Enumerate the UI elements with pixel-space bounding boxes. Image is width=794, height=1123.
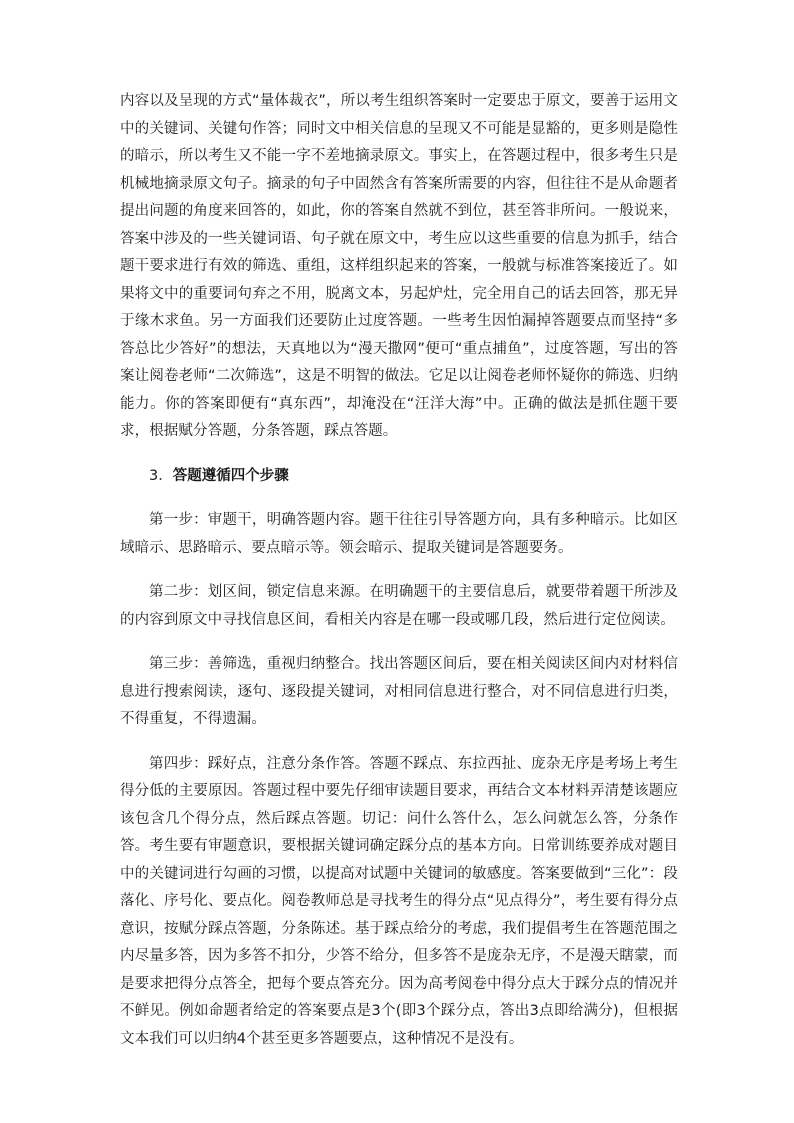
step-3-paragraph: 第三步：善筛选，重视归纳整合。找出答题区间后，要在相关阅读区间内对材料信息进行搜索阅读，逐句、逐段提关键词，对相同信息进行整合，对不同信息进行归类，不得重复，不得遗漏。 [120, 656, 678, 727]
spacer [120, 446, 678, 463]
step-2-paragraph: 第二步：划区间，锁定信息来源。在明确题干的主要信息后，就要带着题干所涉及的内容到原文中寻找信息区间，看相关内容是在哪一段或哪几段，然后进行定位阅读。 [120, 584, 678, 628]
spacer [120, 490, 678, 507]
document-body [120, 88, 678, 1053]
spacer [120, 562, 678, 579]
intro-paragraph: 内容以及呈现的方式“量体裁衣”，所以考生组织答案时一定要忠于原文，要善于运用文中的关键词、关键句作答；同时文中相关信息的呈现又不可能是显豁的，更多则是隐性的暗示，所以考生又不能一字不差地摘录原文。事实上，在答题过程中，很多考生只是机械地摘录原文句子。摘录的句子中固然含有答案所需要的内容，但往往不是从命题者提出问题的角度来回答的，如此，你的答案自然就不到位，甚至答非所问。一般说来，答案中涉及的一些关键词语、句子就在原文中，考生应以这些重要的信息为抓手，结合题干要求进行有效的筛选、重组，这样组织起来的答案，一般就与标准答案接近了。如果将文中的重要词句弃之不用，脱离文本，另起炉灶，完全用自己的话去回答，那无异于缘木求鱼。另一方面我们还要防止过度答题。一些考生因怕漏掉答题要点而坚持“多答总比少答好”的想法，天真地以为“漫天撒网”便可“重点捕鱼”，过度答题，写出的答案让阅卷老师“二次筛选”，这是不明智的做法。它足以让阅卷老师怀疑你的筛选、归纳能力。你的答案即便有“真东西”，却淹没在“汪洋大海”中。正确的做法是抓住题干要求，根据赋分答题，分条答题，踩点答题。 [120, 93, 678, 439]
step-1-paragraph: 第一步：审题干，明确答题内容。题干往往引导答题方向，具有多种暗示。比如区域暗示、思路暗示、要点暗示等。领会暗示、提取关键词是答题要务。 [120, 512, 678, 556]
section-heading [120, 463, 678, 491]
spacer [120, 634, 678, 651]
step-4-paragraph: 第四步：踩好点，注意分条作答。答题不踩点、东拉西扯、庞杂无序是考场上考生得分低的主要原因。答题过程中要先仔细审读题目要求，再结合文本材料弄清楚该题应该包含几个得分点，然后踩点答题。切记：问什么答什么，怎么问就怎么答，分条作答。考生要有审题意识，要根据关键词确定踩分点的基本方向。日常训练要养成对题目中的关键词进行勾画的习惯，以提高对试题中关键词的敏感度。答案要做到“三化”：段落化、序号化、要点化。阅卷教师总是寻找考生的得分点“见点得分”，考生要有得分点意识，按赋分踩点答题，分条陈述。基于踩点给分的考虑，我们提倡考生在答题范围之内尽量多答，因为多答不扣分，少答不给分，但多答不是庞杂无序，不是漫天瞎蒙，而是要求把得分点答全，把每个要点答充分。因为高考阅卷中得分点大于踩分点的情况并不鲜见。例如命题者给定的答案要点是3个(即3个踩分点，答出3点即给满分)，但根据文本我们可以归纳4个甚至更多答题要点，这种情况不是没有。 [120, 755, 678, 1047]
section-title: 答题遵循四个步骤 [172, 467, 289, 484]
section-number: 3． [149, 467, 173, 484]
spacer [120, 734, 678, 751]
